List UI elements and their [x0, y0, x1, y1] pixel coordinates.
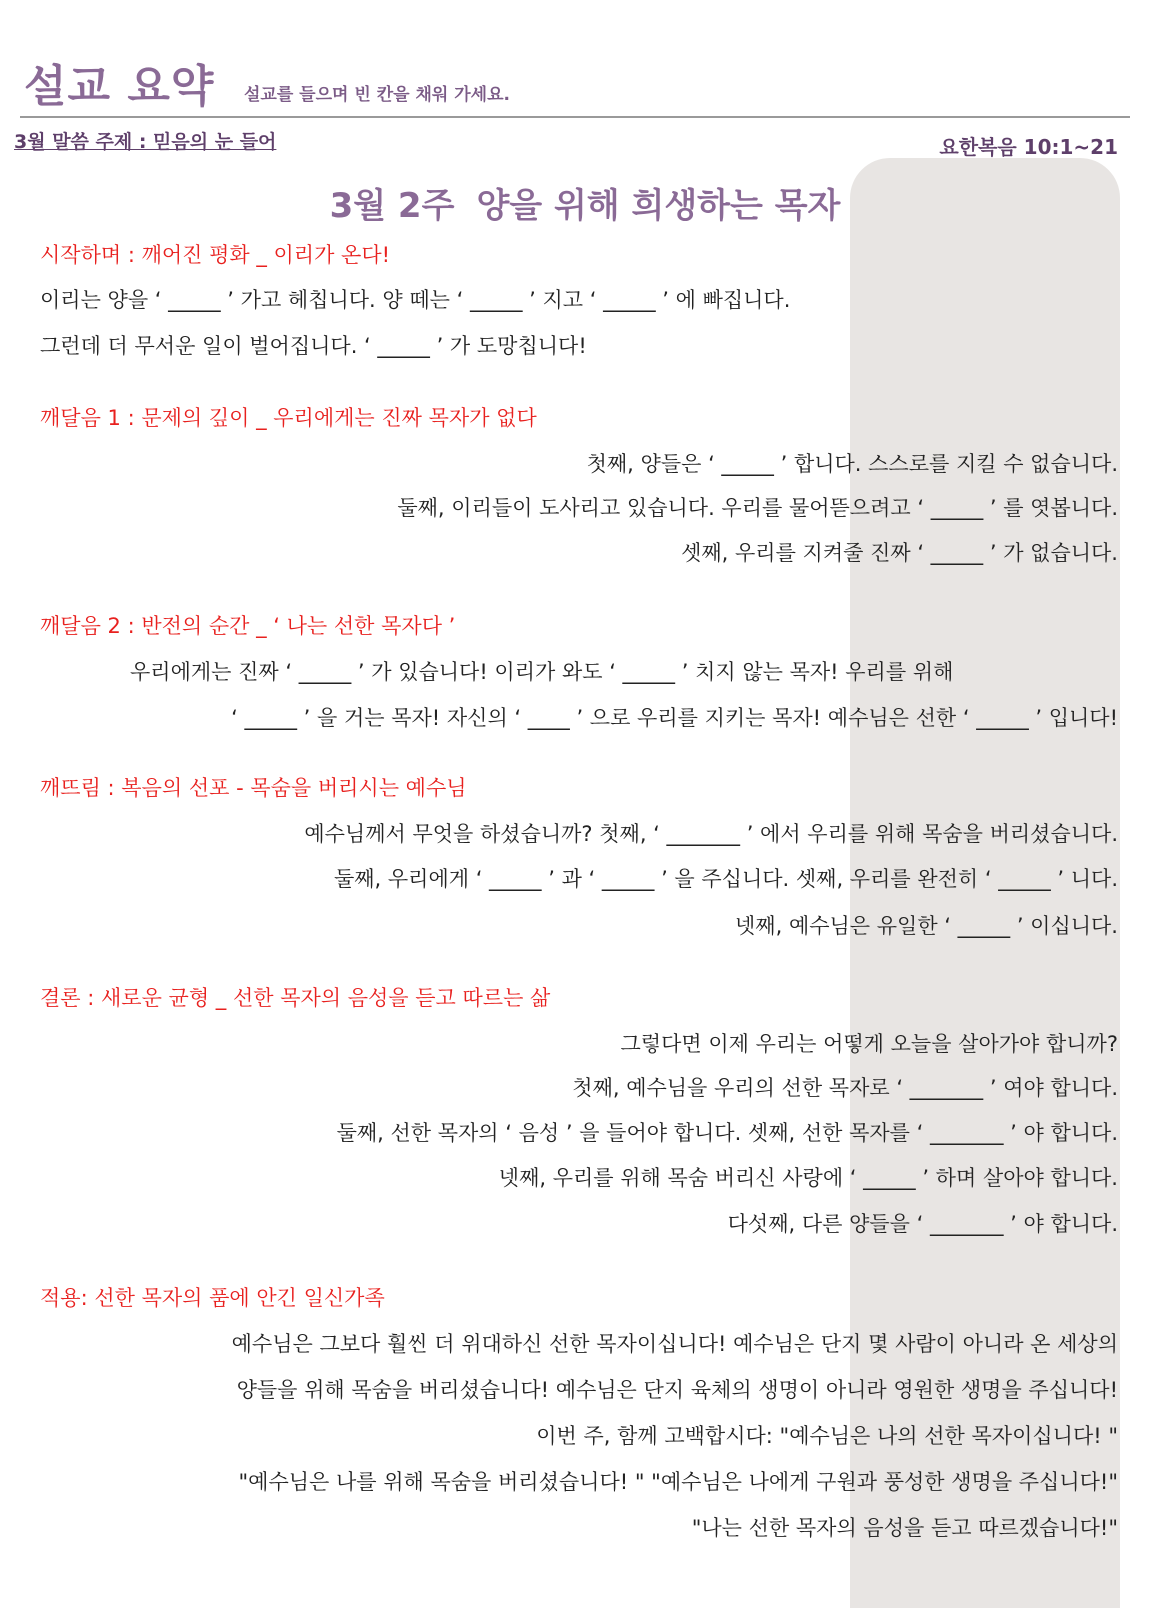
- sermon-line: 이번 주, 함께 고백합시다: "예수님은 나의 선한 목자이십니다! ": [536, 1424, 1118, 1448]
- monthly-theme: 3월 말씀 주제 : 믿음의 눈 들어: [14, 131, 277, 153]
- week-title: [0, 178, 1170, 227]
- sermon-line: 첫째, 예수님을 우리의 선한 목자로 ‘ _______ ’ 여야 합니다.: [572, 1076, 1118, 1100]
- sermon-title: 양을 위해 희생하는 목자: [476, 186, 841, 226]
- section-heading: 깨뜨림 : 복음의 선포 - 목숨을 버리시는 예수님: [40, 776, 467, 800]
- header-divider: [20, 116, 1130, 118]
- sermon-line: 셋째, 우리를 지켜줄 진짜 ‘ _____ ’ 가 없습니다.: [681, 541, 1118, 565]
- sermon-line: 둘째, 선한 목자의 ‘ 음성 ’ 을 들어야 합니다. 셋째, 선한 목자를 ‘ _______ ’ 야 합니다.: [336, 1121, 1118, 1145]
- section-heading: 깨달음 2 : 반전의 순간 _ ‘ 나는 선한 목자다 ’: [40, 614, 456, 638]
- sermon-line: 예수님께서 무엇을 하셨습니까? 첫째, ‘ _______ ’ 에서 우리를 위해 목숨을 버리셨습니다.: [304, 822, 1118, 846]
- page-subtitle: 설교를 들으며 빈 칸을 채워 가세요.: [244, 85, 510, 105]
- sermon-line: 넷째, 예수님은 유일한 ‘ _____ ’ 이십니다.: [735, 914, 1118, 938]
- section-heading: 적용: 선한 목자의 품에 안긴 일신가족: [40, 1286, 385, 1310]
- section-heading: 결론 : 새로운 균형 _ 선한 목자의 음성을 듣고 따르는 삶: [40, 986, 551, 1010]
- page-title: 설교 요약: [24, 61, 215, 112]
- sermon-line: 다섯째, 다른 양들을 ‘ _______ ’ 야 합니다.: [727, 1212, 1118, 1236]
- sermon-line: 둘째, 이리들이 도사리고 있습니다. 우리를 물어뜯으려고 ‘ _____ ’ 를 엿봅니다.: [397, 496, 1118, 520]
- sermon-line: 그렇다면 이제 우리는 어떻게 오늘을 살아가야 합니까?: [620, 1032, 1118, 1056]
- sermon-line: "예수님은 나를 위해 목숨을 버리셨습니다! " "예수님은 나에게 구원과 풍성한 생명을 주십니다!": [238, 1470, 1118, 1494]
- week-label: 3월 2주: [329, 186, 455, 226]
- sermon-line: 예수님은 그보다 훨씬 더 위대하신 선한 목자이십니다! 예수님은 단지 몇 사람이 아니라 온 세상의: [231, 1332, 1118, 1356]
- sermon-line: 양들을 위해 목숨을 버리셨습니다! 예수님은 단지 육체의 생명이 아니라 영원한 생명을 주십니다!: [236, 1378, 1118, 1402]
- sermon-line: 이리는 양을 ‘ _____ ’ 가고 헤칩니다. 양 떼는 ‘ _____ ’ 지고 ‘ _____ ’ 에 빠집니다.: [40, 288, 791, 312]
- section-heading: 시작하며 : 깨어진 평화 _ 이리가 온다!: [40, 243, 391, 267]
- sermon-line: 둘째, 우리에게 ‘ _____ ’ 과 ‘ _____ ’ 을 주십니다. 셋째, 우리를 완전히 ‘ _____ ’ 니다.: [333, 867, 1118, 891]
- sermon-line: "나는 선한 목자의 음성을 듣고 따르겠습니다!": [691, 1516, 1118, 1540]
- sermon-line: 그런데 더 무서운 일이 벌어집니다. ‘ _____ ’ 가 도망칩니다!: [40, 334, 587, 358]
- sermon-line: 넷째, 우리를 위해 목숨 버리신 사랑에 ‘ _____ ’ 하며 살아야 합니다.: [498, 1166, 1118, 1190]
- sermon-line: 첫째, 양들은 ‘ _____ ’ 합니다. 스스로를 지킬 수 없습니다.: [586, 452, 1118, 476]
- scripture-reference: 요한복음 10:1~21: [939, 135, 1118, 159]
- section-heading: 깨달음 1 : 문제의 깊이 _ 우리에게는 진짜 목자가 없다: [40, 406, 537, 430]
- sermon-line: 우리에게는 진짜 ‘ _____ ’ 가 있습니다! 이리가 와도 ‘ _____ ’ 치지 않는 목자! 우리를 위해: [130, 660, 954, 684]
- sermon-line: ‘ _____ ’ 을 거는 목자! 자신의 ‘ ____ ’ 으로 우리를 지키는 목자! 예수님은 선한 ‘ _____ ’ 입니다!: [231, 706, 1118, 730]
